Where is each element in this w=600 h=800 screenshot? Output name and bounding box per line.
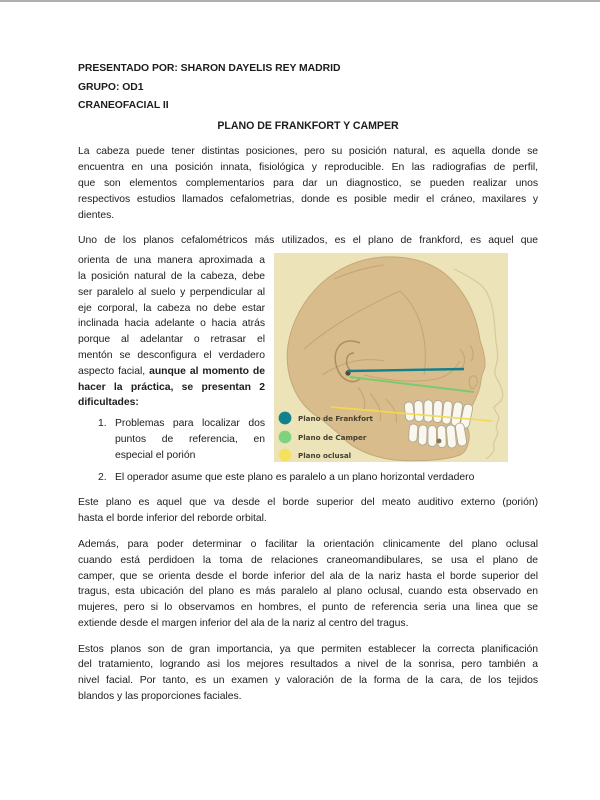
skull-diagram-svg (274, 253, 508, 462)
legend-dot-camper (279, 431, 292, 444)
legend-dot-frankfort (279, 412, 292, 425)
legend-label-oclusal: Plano oclusal (298, 451, 352, 461)
mental-foramen-dot (437, 439, 442, 444)
skull-planes-figure (274, 253, 508, 462)
document-title: PLANO DE FRANKFORT Y CAMPER (217, 119, 399, 132)
text-and-figure-row (78, 253, 538, 463)
paragraph-frankfort-wrapped: orienta de una manera aproximada a la posición natural de la cabeza, debe ser paralelo al suelo y perpendicular al eje corporal, la cabeza no debe estar inclinada hacia adelante o hacia atrás porque al adelantar o retrasar el mentón se desconfigura el verdadero aspecto facial, aunque al momento de hacer la práctica, se presentan 2 dificultades: (78, 255, 265, 409)
course-line: CRANEOFACIAL II (78, 100, 169, 112)
list-item-porion (98, 416, 265, 463)
list-number: 1. (98, 418, 107, 430)
list-item-text: El operador asume que este plano es paralelo a un plano horizontal verdadero (115, 471, 475, 483)
document-body (78, 60, 538, 715)
list-item-text: Problemas para localizar dos puntos de referencia, en especial el porión (115, 418, 265, 461)
paragraph-frankfort-lead: Uno de los planos cefalométricos más utilizados, es el plano de frankford, es aquel que (78, 235, 538, 247)
paragraph-estos-planos: Estos planos son de gran importancia, ya que permiten establecer la correcta planificación del tratamiento, logrando asi los mejores resultados a nivel de la sonrisa, pero también a nivel facial. Por tanto, es un examen y valoración de la forma de la cara, de los tejidos blandos y las proporciones faciales. (78, 643, 538, 703)
paragraph-ademas: Además, para poder determinar o facilitar la orientación clinicamente del plano oclusal cuando está perdidoen la toma de relaciones craneomandibulares, se usa el plano de camper, que se orienta desde el borde inferior del ala de la nariz hasta el borde superior del tragus, esta ubicación del plano es más paralelo al plano oclusal, cuando esta observado en mujeres, pero si lo observamos en hombres, el punto de referencia seria una linea que se extiende desde el margen inferior del ala de la nariz al centro del tragus. (78, 538, 538, 629)
legend-label-camper: Plano de Camper (298, 433, 367, 443)
paragraph-head-positions: La cabeza puede tener distintas posiciones, pero su posición natural, es aquella donde se encuentra en una posición innata, fisiológica y reproducible. En las radiografias de perfil, que son elementos complementarios para dar un diagnostico, se pueden realizar unos respectivos estudios llamados cefalometrias, donde es posible medir el cráneo, maxilares y dientes. (78, 146, 538, 221)
list-number: 2. (98, 471, 107, 483)
presented-by-line: PRESENTADO POR: SHARON DAYELIS REY MADRID (78, 63, 341, 74)
paragraph-este-plano: Este plano es aquel que va desde el borde superior del meato auditivo externo (porión) hasta el borde inferior del reborde orbital. (78, 497, 538, 525)
wrapped-text-column (78, 253, 274, 463)
group-line: GRUPO: OD1 (78, 81, 144, 93)
list-item-operador (98, 470, 538, 486)
legend-dot-oclusal (279, 449, 292, 462)
legend-label-frankfort: Plano de Frankfort (298, 414, 373, 424)
